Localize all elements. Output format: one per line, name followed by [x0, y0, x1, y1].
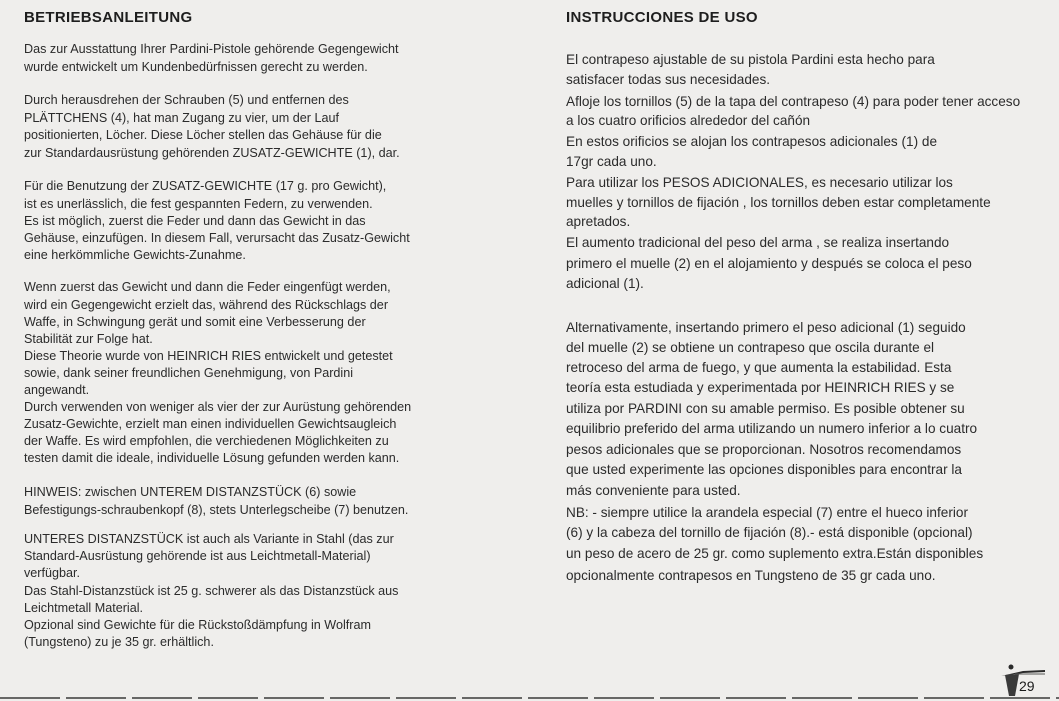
german-text-line: Das zur Ausstattung Ihrer Pardini-Pistole gehörende Gegengewicht — [24, 42, 399, 56]
german-text-line: UNTERES DISTANZSTÜCK ist auch als Variante in Stahl (das zur — [24, 532, 394, 546]
spanish-text-line: retroceso del arma de fuego, y que aumenta la estabilidad. Esta — [566, 360, 952, 375]
german-text-line: Durch herausdrehen der Schrauben (5) und entfernen des — [24, 93, 349, 107]
german-text-line: positionierten, Löcher. Diese Löcher stellen das Gehäuse für die — [24, 128, 382, 142]
spanish-text-line: un peso de acero de 25 gr. como suplemento extra.Están disponibles — [566, 546, 984, 561]
german-text-line: Zusatz-Gewichte, erzielt man einen individuellen Gewichtsaugleich — [24, 417, 397, 431]
spanish-text-line: En estos orificios se alojan los contrapesos adicionales (1) de — [566, 134, 938, 149]
spanish-text-line: del muelle (2) se obtiene un contrapeso que oscila durante el — [566, 340, 935, 355]
spanish-text-line: Alternativamente, insertando primero el peso adicional (1) seguido — [566, 320, 966, 335]
german-text-line: HINWEIS: zwischen UNTEREM DISTANZSTÜCK (6) sowie — [24, 485, 357, 499]
german-text-line: Gehäuse, einzufügen. In diesem Fall, verursacht das Zusatz-Gewicht — [24, 231, 410, 245]
page-number: 29 — [1019, 678, 1035, 694]
spanish-text-line: que usted experimente las opciones disponibles para encontrar la — [566, 462, 962, 477]
german-text-line: Standard-Ausrüstung gehörende ist aus Leichtmetall-Material) — [24, 549, 371, 563]
german-text-line: Wenn zuerst das Gewicht und dann die Feder eingenfügt werden, — [24, 280, 391, 294]
spanish-text-line: Para utilizar los PESOS ADICIONALES, es necesario utilizar los — [566, 175, 953, 190]
german-text-line: verfügbar. — [24, 566, 81, 580]
german-text-line: Opzional sind Gewichte für die Rückstoßdämpfung in Wolfram — [24, 618, 371, 632]
german-text-line: Durch verwenden von weniger als vier der zur Aurüstung gehörenden — [24, 400, 412, 414]
german-text-line: Stabilität zur Folge hat. — [24, 332, 153, 346]
spanish-text-line: más conveniente para usted. — [566, 483, 741, 498]
german-text-line: wurde entwickelt um Kundenbedürfnissen gerecht zu werden. — [24, 60, 368, 74]
german-title: BETRIEBSANLEITUNG — [24, 9, 193, 26]
spanish-text-line: (6) y la cabeza del tornillo de fijación (8).- está disponible (opcional) — [566, 525, 973, 540]
german-text-line: Es ist möglich, zuerst die Feder und dann das Gewicht in das — [24, 214, 366, 228]
german-text-line: der Waffe. Es wird empfohlen, die verchiedenen Möglichkeiten zu — [24, 434, 389, 448]
spanish-text-line: pesos adicionales que se proporcionan. Nosotros recomendamos — [566, 442, 962, 457]
spanish-text-line: equilibrio preferido del arma utilizando un numero inferior a lo cuatro — [566, 421, 978, 436]
german-text-line: zur Standardausrüstung gehörenden ZUSATZ-GEWICHTE (1), dar. — [24, 146, 400, 160]
german-text-line: wird ein Gegengewicht erzielt das, während des Rückschlags der — [24, 298, 389, 312]
german-text-line: (Tungsteno) zu je 35 gr. erhältlich. — [24, 635, 214, 649]
german-text-line: angewandt. — [24, 383, 90, 397]
spanish-text-line: opcionalmente contrapesos en Tungsteno de 35 gr cada uno. — [566, 568, 936, 583]
german-text-line: eine herkömmliche Gewichts-Zunahme. — [24, 248, 246, 262]
spanish-text-line: a los cuatro orificios alrededor del cañón — [566, 113, 811, 128]
german-text-line: Befestigungs-schraubenkopf (8), stets Unterlegscheibe (7) benutzen. — [24, 503, 409, 517]
spanish-text-line: El aumento tradicional del peso del arma , se realiza insertando — [566, 235, 950, 250]
german-text-line: PLÄTTCHENS (4), hat man Zugang zu vier, um der Lauf — [24, 111, 339, 125]
spanish-text-line: satisfacer todas sus necesidades. — [566, 72, 771, 87]
german-text-line: Diese Theorie wurde von HEINRICH RIES entwickelt und getestet — [24, 349, 393, 363]
german-text-line: Waffe, in Schwingung gerät und somit eine Verbesserung der — [24, 315, 366, 329]
spanish-text-line: Afloje los tornillos (5) de la tapa del contrapeso (4) para poder tener acceso — [566, 94, 1021, 109]
german-text-line: Das Stahl-Distanzstück ist 25 g. schwerer als das Distanzstück aus — [24, 584, 399, 598]
spanish-text-line: adicional (1). — [566, 276, 644, 291]
german-text-line: Für die Benutzung der ZUSATZ-GEWICHTE (17 g. pro Gewicht), — [24, 179, 387, 193]
german-text-line: testen damit die ideale, individuelle Lösung gefunden werden kann. — [24, 451, 400, 465]
spanish-text-line: teoría esta estudiada y experimentada por HEINRICH RIES y se — [566, 380, 955, 395]
spanish-text-line: NB: - siempre utilice la arandela especial (7) entre el hueco inferior — [566, 505, 968, 520]
bottom-dashed-rule — [0, 697, 1059, 699]
german-text-line: sowie, dank seiner freundlichen Genehmigung, von Pardini — [24, 366, 354, 380]
spanish-text-line: apretados. — [566, 214, 631, 229]
spanish-title: INSTRUCCIONES DE USO — [566, 9, 758, 26]
spanish-text-line: primero el muelle (2) en el alojamiento y después se coloca el peso — [566, 256, 972, 271]
spanish-text-line: El contrapeso ajustable de su pistola Pardini esta hecho para — [566, 52, 935, 67]
german-text-line: ist es unerlässlich, die fest gespannten Federn, zu verwenden. — [24, 197, 373, 211]
spanish-text-line: muelles y tornillos de fijación , los tornillos deben estar completamente — [566, 195, 991, 210]
spanish-text-line: utiliza por PARDINI con su amable permiso. Es posible obtener su — [566, 401, 965, 416]
german-text-line: Leichtmetall Material. — [24, 601, 143, 615]
spanish-text-line: 17gr cada uno. — [566, 154, 657, 169]
